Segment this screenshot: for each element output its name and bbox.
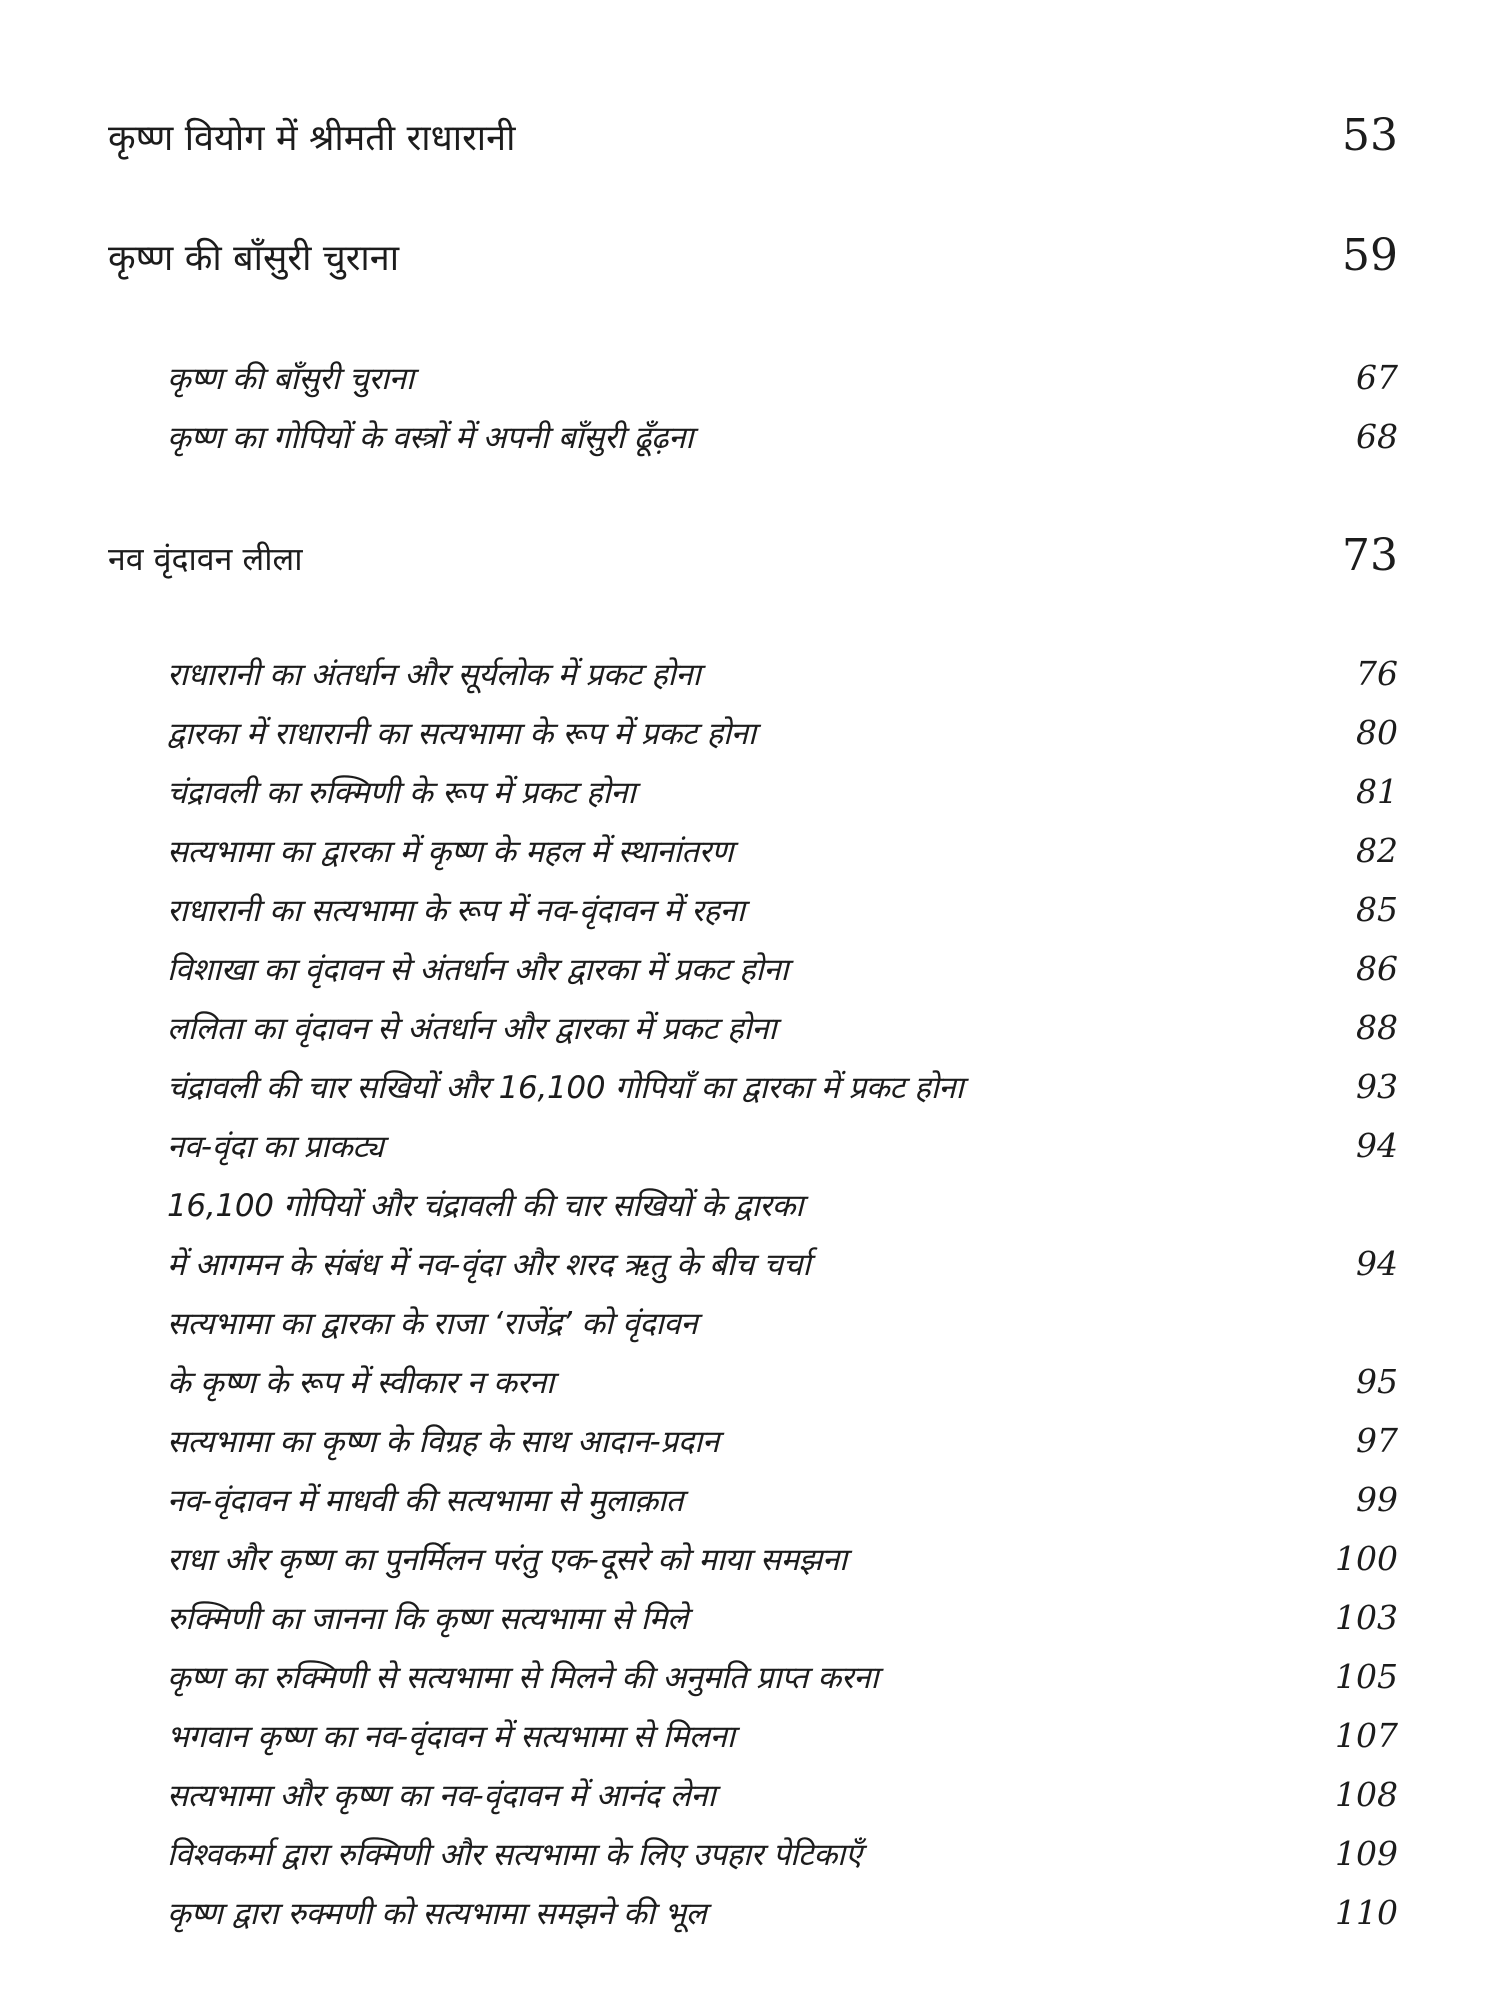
entry-page-number: 86	[1356, 949, 1398, 988]
entry-page-number: 80	[1356, 713, 1398, 752]
entry-title: सत्यभामा का द्वारका के राजा ‘राजेंद्र’ को वृंदावन	[167, 1306, 698, 1342]
entry-title: सत्यभामा का द्वारका में कृष्ण के महल में स्थानांतरण	[167, 834, 734, 870]
entry-title: राधारानी का अंतर्धान और सूर्यलोक में प्रकट होना	[167, 657, 701, 693]
toc-entry	[167, 357, 1398, 399]
entry-title: नव-वृंदा का प्राकट्य	[167, 1129, 384, 1165]
entry-title: चंद्रावली का रुक्मिणी के रूप में प्रकट होना	[167, 775, 636, 811]
entry-page-number: 97	[1356, 1421, 1398, 1460]
toc-entry	[167, 1656, 1398, 1698]
toc-entry	[167, 1538, 1398, 1580]
entry-title: कृष्ण का रुक्मिणी से सत्यभामा से मिलने की अनुमति प्राप्त करना	[167, 1660, 879, 1696]
toc-entry	[167, 1361, 1398, 1403]
toc-entry	[167, 1597, 1398, 1639]
entry-title: नव-वृंदावन में माधवी की सत्यभामा से मुलाक़ात	[167, 1483, 684, 1519]
entry-page-number: 88	[1356, 1008, 1398, 1047]
entry-page-number: 99	[1356, 1480, 1398, 1519]
entry-title: विशाखा का वृंदावन से अंतर्धान और द्वारका में प्रकट होना	[167, 952, 789, 988]
toc-entry	[167, 416, 1398, 458]
entry-page-number: 76	[1356, 654, 1398, 693]
entry-page-number: 110	[1335, 1893, 1398, 1932]
entry-page-number: 68	[1356, 417, 1398, 456]
entry-title: सत्यभामा का कृष्ण के विग्रह के साथ आदान-प्रदान	[167, 1424, 719, 1460]
toc-entry	[167, 1420, 1398, 1462]
entry-title: सत्यभामा और कृष्ण का नव-वृंदावन में आनंद लेना	[167, 1778, 716, 1814]
toc-entry	[167, 1479, 1398, 1521]
entry-page-number: 94	[1356, 1126, 1398, 1165]
entry-page-number: 93	[1356, 1067, 1398, 1106]
toc-entry	[167, 1774, 1398, 1816]
entry-title: भगवान कृष्ण का नव-वृंदावन में सत्यभामा से मिलना	[167, 1719, 735, 1755]
entry-page-number: 81	[1356, 772, 1398, 811]
entry-page-number: 94	[1356, 1244, 1398, 1283]
entry-title: राधारानी का सत्यभामा के रूप में नव-वृंदावन में रहना	[167, 893, 745, 929]
entry-title: कृष्ण द्वारा रुक्मणी को सत्यभामा समझने की भूल	[167, 1896, 707, 1932]
toc-entry	[167, 712, 1398, 754]
entry-page-number: 103	[1335, 1598, 1398, 1637]
chapter-row	[108, 530, 1398, 581]
entry-title: चंद्रावली की चार सखियों और 16,100 गोपियाँ का द्वारका में प्रकट होना	[167, 1070, 964, 1106]
chapter-title: नव वृंदावन लीला	[108, 540, 303, 578]
entry-page-number: 105	[1335, 1657, 1398, 1696]
entry-title: रुक्मिणी का जानना कि कृष्ण सत्यभामा से मिले	[167, 1601, 688, 1637]
toc-entry	[167, 830, 1398, 872]
chapter-title: कृष्ण वियोग में श्रीमती राधारानी	[108, 118, 516, 159]
toc-entry	[167, 1066, 1398, 1108]
chapter-page-number: 59	[1342, 230, 1398, 281]
entry-title: ललिता का वृंदावन से अंतर्धान और द्वारका में प्रकट होना	[167, 1011, 777, 1047]
entry-page-number: 95	[1356, 1362, 1398, 1401]
toc-entry	[167, 653, 1398, 695]
chapter-row	[108, 110, 1398, 161]
chapter-page-number: 53	[1342, 110, 1398, 161]
toc-entry	[167, 771, 1398, 813]
entry-title: द्वारका में राधारानी का सत्यभामा के रूप में प्रकट होना	[167, 716, 756, 752]
toc-entry	[167, 1892, 1398, 1934]
entry-title: के कृष्ण के रूप में स्वीकार न करना	[167, 1365, 554, 1401]
entry-page-number: 108	[1335, 1775, 1398, 1814]
entry-title: विश्वकर्मा द्वारा रुक्मिणी और सत्यभामा के लिए उपहार पेटिकाएँ	[167, 1837, 862, 1873]
entry-title: में आगमन के संबंध में नव-वृंदा और शरद ऋतु के बीच चर्चा	[167, 1247, 811, 1283]
entry-page-number: 85	[1356, 890, 1398, 929]
toc-entry	[167, 1007, 1398, 1049]
entry-page-number: 100	[1335, 1539, 1398, 1578]
toc-entry	[167, 1184, 1398, 1226]
entry-page-number: 107	[1335, 1716, 1398, 1755]
entry-page-number: 82	[1356, 831, 1398, 870]
entry-page-number: 67	[1356, 358, 1398, 397]
entry-title: कृष्ण की बाँसुरी चुराना	[167, 361, 414, 397]
chapter-row	[108, 230, 1398, 281]
entry-title: कृष्ण का गोपियों के वस्त्रों में अपनी बाँसुरी ढूँढ़ना	[167, 420, 694, 456]
toc-entry	[167, 1243, 1398, 1285]
chapter-page-number: 73	[1342, 530, 1398, 581]
toc-entry	[167, 1125, 1398, 1167]
toc-entry	[167, 1302, 1398, 1344]
entry-title: राधा और कृष्ण का पुनर्मिलन परंतु एक-दूसरे को माया समझना	[167, 1542, 847, 1578]
toc-entry	[167, 948, 1398, 990]
toc-entry	[167, 1715, 1398, 1757]
toc-entry	[167, 1833, 1398, 1875]
toc-entry	[167, 889, 1398, 931]
chapter-title: कृष्ण की बाँसुरी चुराना	[108, 238, 400, 279]
entry-title: 16,100 गोपियों और चंद्रावली की चार सखियों के द्वारका	[167, 1188, 804, 1224]
entry-page-number: 109	[1335, 1834, 1398, 1873]
